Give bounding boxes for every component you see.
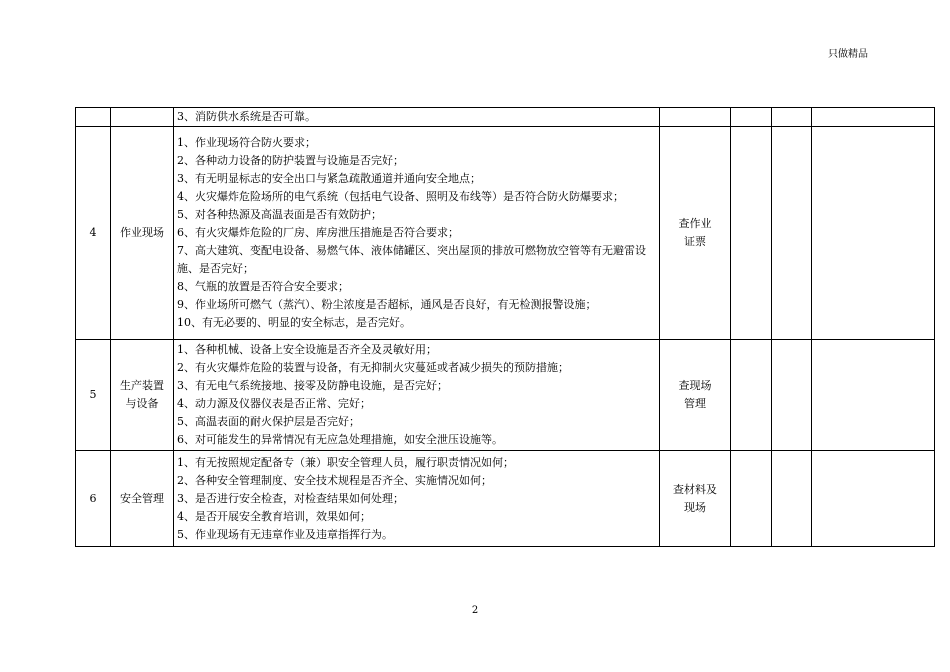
table-row (76, 127, 935, 340)
cell-items (174, 451, 660, 547)
check-item: 7、高大建筑、变配电设备、易燃气体、液体储罐区、突出屋顶的排放可燃物放空管等有无避雷设施、是否完好； (177, 244, 646, 275)
method-line: 查现场 (678, 379, 712, 392)
cell-method (660, 451, 731, 547)
cell-blank (731, 451, 772, 547)
table-row-continued (76, 108, 935, 127)
check-item: 5、作业现场有无违章作业及违章指挥行为。 (177, 527, 393, 541)
method-line: 查材料及 (673, 482, 717, 496)
inspection-table (75, 107, 935, 547)
check-item: 1、作业现场符合防火要求； (177, 136, 316, 149)
cell-no: 5 (76, 340, 111, 451)
method-line: 现场 (684, 500, 706, 514)
cell-blank (812, 108, 935, 127)
check-item: 4、火灾爆炸危险场所的电气系统（包括电气设备、照明及布线等）是否符合防火防爆要求； (177, 190, 624, 203)
check-item: 3、有无电气系统接地、接零及防静电设施，是否完好； (177, 379, 448, 392)
check-item: 10、有无必要的、明显的安全标志，是否完好。 (177, 316, 411, 329)
cell-blank (731, 108, 772, 127)
check-item: 5、高温表面的耐火保护层是否完好； (177, 415, 360, 428)
page-number: 2 (471, 605, 479, 616)
header-note: 只做精品 (828, 49, 868, 60)
cell-blank (731, 127, 772, 340)
cell-items (174, 108, 660, 127)
check-item: 4、动力源及仪器仪表是否正常、完好； (177, 397, 371, 410)
cell-name (111, 340, 174, 451)
check-item: 2、有火灾爆炸危险的装置与设备，有无抑制火灾蔓延或者减少损失的预防措施； (177, 361, 569, 374)
check-item: 5、对各种热源及高温表面是否有效防护； (177, 208, 382, 221)
table-row (76, 451, 935, 547)
method-line: 查作业 (678, 217, 712, 230)
name-line: 与设备 (125, 397, 159, 410)
cell-method (660, 108, 731, 127)
cell-blank (772, 108, 812, 127)
check-item: 1、有无按照规定配备专（兼）职安全管理人员，履行职责情况如何； (177, 455, 514, 469)
check-item: 3、消防供水系统是否可靠。 (177, 110, 316, 123)
cell-name (111, 108, 174, 127)
cell-blank (812, 451, 935, 547)
cell-name: 安全管理 (111, 451, 174, 547)
name-line: 生产装置 (120, 379, 164, 392)
check-item: 6、有火灾爆炸危险的厂房、库房泄压措施是否符合要求； (177, 226, 459, 239)
check-item: 2、各种动力设备的防护装置与设施是否完好； (177, 154, 404, 167)
cell-no: 4 (76, 127, 111, 340)
check-item: 2、各种安全管理制度、安全技术规程是否齐全、实施情况如何； (177, 473, 492, 487)
cell-blank (772, 451, 812, 547)
check-item: 1、各种机械、设备上安全设施是否齐全及灵敏好用； (177, 343, 437, 356)
check-item: 3、有无明显标志的安全出口与紧急疏散通道并通向安全地点； (177, 172, 481, 185)
check-item: 8、气瓶的放置是否符合安全要求； (177, 280, 349, 293)
cell-items (174, 127, 660, 340)
cell-method (660, 127, 731, 340)
method-line: 证票 (684, 235, 706, 248)
cell-blank (731, 340, 772, 451)
cell-no (76, 108, 111, 127)
cell-items (174, 340, 660, 451)
table-row (76, 340, 935, 451)
cell-blank (812, 340, 935, 451)
check-item: 9、作业场所可燃气（蒸汽）、粉尘浓度是否超标，通风是否良好，有无检测报警设施； (177, 298, 597, 311)
cell-name: 作业现场 (111, 127, 174, 340)
method-line: 管理 (684, 397, 706, 410)
check-item: 4、是否开展安全教育培训，效果如何； (177, 509, 371, 523)
cell-blank (772, 127, 812, 340)
cell-blank (812, 127, 935, 340)
check-item: 3、是否进行安全检查，对检查结果如何处理； (177, 491, 404, 505)
cell-method (660, 340, 731, 451)
cell-blank (772, 340, 812, 451)
check-item: 6、对可能发生的异常情况有无应急处理措施，如安全泄压设施等。 (177, 433, 503, 446)
cell-no: 6 (76, 451, 111, 547)
